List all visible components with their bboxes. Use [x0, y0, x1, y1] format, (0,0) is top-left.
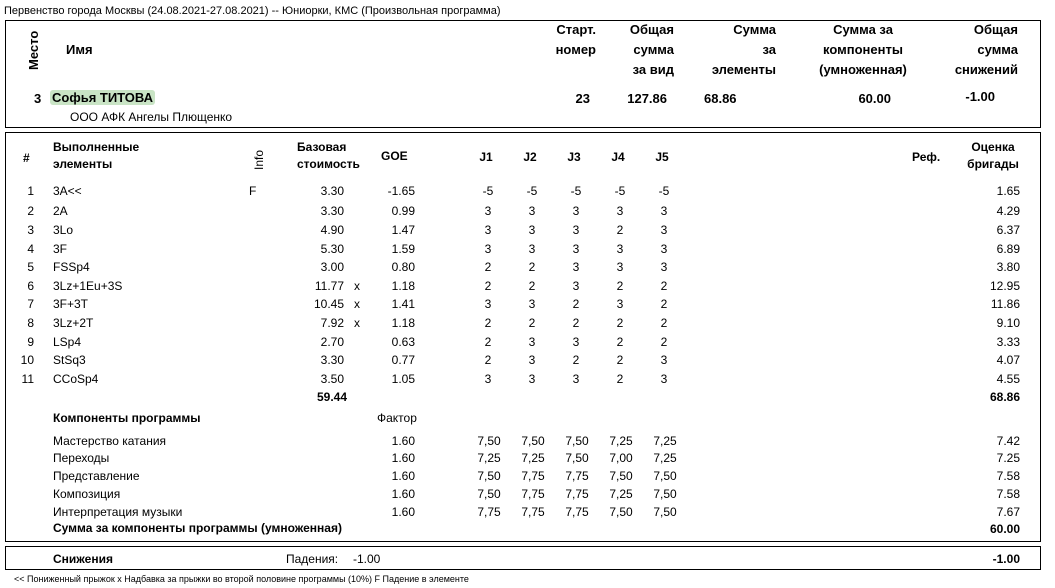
component-total-header: Сумма за компоненты (умноженная) [819, 22, 907, 77]
element-name: 3F [53, 242, 68, 256]
element-judge-4: 3 [616, 242, 624, 256]
element-row [0, 240, 1055, 258]
element-name: 3Lz+2T [53, 316, 94, 330]
element-judge-2: 3 [528, 297, 536, 311]
component-factor: 1.60 [391, 451, 415, 465]
element-goe: -1.65 [387, 184, 415, 198]
element-num: 5 [27, 260, 34, 274]
component-judge-1: 7,25 [477, 451, 501, 465]
element-judge-1: 3 [484, 223, 492, 237]
component-name: Мастерство катания [53, 434, 167, 448]
component-judge-2: 7,50 [521, 434, 545, 448]
element-goe: 1.41 [391, 297, 415, 311]
element-num: 7 [27, 297, 34, 311]
element-judge-2: 2 [528, 279, 536, 293]
element-judge-3: 2 [572, 353, 580, 367]
element-judge-4: 3 [616, 204, 624, 218]
skater-segment-score: 127.86 [627, 91, 667, 106]
element-judge-3: 3 [572, 260, 580, 274]
element-judge-2: 3 [528, 372, 536, 386]
component-judge-2: 7,75 [521, 505, 545, 519]
component-judge-4: 7,50 [609, 505, 633, 519]
element-num: 8 [27, 316, 34, 330]
component-judge-3: 7,75 [565, 469, 589, 483]
segment-total-header: Общая сумма за вид [629, 22, 674, 77]
element-panel-score: 6.37 [996, 223, 1020, 237]
element-base: 2.70 [320, 335, 344, 349]
element-judge-2: 3 [528, 335, 536, 349]
element-judge-2: 2 [528, 316, 536, 330]
element-judge-4: -5 [614, 184, 626, 198]
falls-value: -1.00 [353, 552, 381, 566]
j2-header: J2 [523, 150, 537, 164]
element-judge-1: 2 [484, 353, 492, 367]
panel-header: Оценка бригады [967, 140, 1019, 171]
element-judge-5: 3 [660, 353, 668, 367]
elements-panel-total: 68.86 [989, 390, 1020, 404]
element-num: 1 [27, 184, 34, 198]
element-base: 3.00 [320, 260, 344, 274]
factor-header: Фактор [377, 411, 417, 425]
element-panel-score: 1.65 [996, 184, 1020, 198]
skater-name-text: Софья ТИТОВА [52, 90, 154, 105]
element-row [0, 314, 1055, 332]
components-header: Компоненты программы [53, 411, 201, 425]
element-num: 3 [27, 223, 34, 237]
component-judge-2: 7,75 [521, 469, 545, 483]
component-row [0, 432, 1055, 450]
element-judge-1: 2 [484, 316, 492, 330]
element-judge-2: 3 [528, 242, 536, 256]
element-name: LSp4 [53, 335, 82, 349]
component-judge-5: 7,25 [653, 434, 677, 448]
element-judge-2: 2 [528, 260, 536, 274]
element-row [0, 333, 1055, 351]
element-judge-2: 3 [528, 223, 536, 237]
element-judge-4: 3 [616, 260, 624, 274]
element-judge-1: 3 [484, 242, 492, 256]
element-num: 11 [21, 372, 34, 386]
element-bonus-mark: x [354, 279, 360, 293]
element-goe: 0.80 [391, 260, 415, 274]
name-header: Имя [66, 42, 93, 57]
element-base: 10.45 [313, 297, 344, 311]
element-name: 2A [53, 204, 68, 218]
element-goe: 0.63 [391, 335, 415, 349]
element-judge-5: 3 [660, 260, 668, 274]
element-judge-3: 3 [572, 372, 580, 386]
element-panel-score: 12.95 [989, 279, 1020, 293]
element-judge-5: 2 [660, 316, 668, 330]
element-row [0, 295, 1055, 313]
element-judge-4: 2 [616, 335, 624, 349]
element-judge-4: 2 [616, 279, 624, 293]
element-panel-score: 3.33 [996, 335, 1020, 349]
element-judge-5: 2 [660, 279, 668, 293]
element-judge-5: 2 [660, 335, 668, 349]
element-name: CCoSp4 [53, 372, 99, 386]
element-judge-5: 3 [660, 372, 668, 386]
component-judge-5: 7,50 [653, 505, 677, 519]
element-num: 4 [27, 242, 34, 256]
element-judge-3: 3 [572, 335, 580, 349]
element-goe: 1.18 [391, 279, 415, 293]
element-panel-score: 6.89 [996, 242, 1020, 256]
component-score: 7.42 [996, 434, 1020, 448]
element-info: F [249, 184, 257, 198]
element-judge-4: 3 [616, 297, 624, 311]
element-goe: 1.18 [391, 316, 415, 330]
skater-club: ООО АФК Ангелы Плющенко [70, 110, 233, 124]
element-judge-1: 3 [484, 297, 492, 311]
element-row [0, 182, 1055, 200]
component-row [0, 503, 1055, 521]
component-judge-1: 7,50 [477, 469, 501, 483]
component-judge-2: 7,75 [521, 487, 545, 501]
element-judge-2: 3 [528, 204, 536, 218]
element-judge-5: 3 [660, 223, 668, 237]
element-judge-1: 2 [484, 279, 492, 293]
element-judge-5: -5 [658, 184, 670, 198]
element-base: 7.92 [320, 316, 344, 330]
element-judge-3: -5 [570, 184, 582, 198]
element-judge-5: 2 [660, 297, 668, 311]
place-header: Место [26, 30, 41, 70]
component-judge-3: 7,50 [565, 434, 589, 448]
j4-header: J4 [611, 150, 625, 164]
element-judge-4: 2 [616, 353, 624, 367]
component-judge-4: 7,50 [609, 469, 633, 483]
component-judge-4: 7,25 [609, 434, 633, 448]
component-name: Композиция [53, 487, 121, 501]
element-panel-score: 3.80 [996, 260, 1020, 274]
element-num: 6 [27, 279, 34, 293]
skater-place: 3 [34, 91, 42, 106]
component-name: Представление [53, 469, 140, 483]
element-judge-3: 3 [572, 204, 580, 218]
elements-base-total: 59.44 [316, 390, 347, 404]
element-name: 3Lz+1Eu+3S [53, 279, 123, 293]
event-title: Первенство города Москвы (24.08.2021-27.08.2021) -- Юниорки, КМС (Произвольная программа) [4, 5, 501, 17]
element-header: Выполненные элементы [53, 140, 140, 171]
element-panel-score: 4.55 [996, 372, 1020, 386]
element-base: 11.77 [314, 279, 344, 293]
element-total-header: Сумма за элементы [711, 22, 776, 77]
skater-start-no: 23 [575, 91, 590, 106]
info-header: Info [252, 149, 266, 170]
element-base: 5.30 [320, 242, 344, 256]
deductions-label: Снижения [53, 552, 113, 566]
component-score: 7.58 [996, 469, 1020, 483]
element-row [0, 351, 1055, 369]
component-factor: 1.60 [391, 487, 415, 501]
element-judge-5: 3 [660, 204, 668, 218]
element-name: 3A<< [53, 184, 82, 198]
component-factor: 1.60 [391, 434, 415, 448]
element-goe: 0.99 [391, 204, 415, 218]
component-judge-3: 7,50 [565, 451, 589, 465]
component-judge-3: 7,75 [565, 505, 589, 519]
num-header: # [23, 151, 30, 165]
element-row [0, 221, 1055, 239]
skater-component-score: 60.00 [858, 91, 891, 106]
element-bonus-mark: x [354, 316, 360, 330]
element-name: 3Lo [53, 223, 74, 237]
component-name: Переходы [53, 451, 110, 465]
deductions-total: -1.00 [992, 552, 1020, 566]
element-bonus-mark: x [354, 297, 360, 311]
element-name: StSq3 [53, 353, 86, 367]
element-judge-4: 2 [616, 316, 624, 330]
element-judge-1: 2 [484, 335, 492, 349]
element-judge-5: 3 [660, 242, 668, 256]
element-row [0, 277, 1055, 295]
component-factor: 1.60 [391, 505, 415, 519]
element-goe: 0.77 [391, 353, 415, 367]
base-header: Базовая стоимость [297, 140, 360, 171]
element-row [0, 258, 1055, 276]
component-judge-2: 7,25 [521, 451, 545, 465]
component-judge-5: 7,50 [653, 487, 677, 501]
goe-header: GOE [381, 149, 408, 163]
element-judge-4: 2 [616, 223, 624, 237]
element-row [0, 370, 1055, 388]
element-goe: 1.47 [391, 223, 415, 237]
start-no-header: Старт. номер [555, 22, 596, 57]
element-base: 3.30 [320, 204, 344, 218]
component-row [0, 449, 1055, 467]
j5-header: J5 [655, 150, 669, 164]
element-panel-score: 9.10 [996, 316, 1020, 330]
element-num: 2 [27, 204, 34, 218]
element-base: 3.30 [320, 353, 344, 367]
element-judge-3: 2 [572, 316, 580, 330]
falls-label: Падения: [286, 552, 339, 566]
component-judge-4: 7,25 [609, 487, 633, 501]
element-goe: 1.05 [391, 372, 415, 386]
element-judge-1: 2 [484, 260, 492, 274]
element-judge-1: 3 [484, 204, 492, 218]
component-judge-5: 7,25 [653, 451, 677, 465]
footnote: << Пониженный прыжок x Надбавка за прыжки во второй половине программы (10%) F Падение в элементе [14, 574, 469, 584]
skater-element-score: 68.86 [704, 91, 737, 106]
component-judge-5: 7,50 [653, 469, 677, 483]
element-judge-3: 3 [572, 223, 580, 237]
j3-header: J3 [567, 150, 581, 164]
ref-header: Реф. [912, 150, 941, 164]
component-score: 7.58 [996, 487, 1020, 501]
element-panel-score: 4.29 [996, 204, 1020, 218]
deductions-total-header: Общая сумма снижений [954, 22, 1018, 77]
element-row [0, 202, 1055, 220]
element-name: 3F+3T [53, 297, 89, 311]
j1-header: J1 [479, 150, 493, 164]
components-total: 60.00 [989, 522, 1020, 536]
element-num: 10 [20, 353, 34, 367]
element-judge-2: -5 [526, 184, 538, 198]
element-panel-score: 4.07 [996, 353, 1020, 367]
element-base: 3.50 [320, 372, 344, 386]
element-panel-score: 11.86 [990, 297, 1020, 311]
element-goe: 1.59 [391, 242, 415, 256]
element-judge-1: -5 [482, 184, 494, 198]
element-judge-2: 3 [528, 353, 536, 367]
element-base: 4.90 [320, 223, 344, 237]
component-judge-1: 7,75 [477, 505, 501, 519]
component-factor: 1.60 [391, 469, 415, 483]
skater-deductions: -1.00 [965, 89, 995, 104]
element-judge-3: 3 [572, 279, 580, 293]
component-name: Интерпретация музыки [53, 505, 183, 519]
element-judge-1: 3 [484, 372, 492, 386]
element-num: 9 [27, 335, 34, 349]
element-judge-4: 2 [616, 372, 624, 386]
component-judge-1: 7,50 [477, 434, 501, 448]
element-name: FSSp4 [53, 260, 90, 274]
component-score: 7.25 [996, 451, 1020, 465]
components-total-label: Сумма за компоненты программы (умноженная) [53, 521, 342, 535]
element-base: 3.30 [320, 184, 344, 198]
component-row [0, 467, 1055, 485]
deductions-box [5, 546, 1041, 570]
element-judge-3: 2 [572, 297, 580, 311]
component-judge-3: 7,75 [565, 487, 589, 501]
element-judge-3: 3 [572, 242, 580, 256]
component-judge-4: 7,00 [609, 451, 633, 465]
component-score: 7.67 [996, 505, 1020, 519]
skater-name [50, 90, 155, 105]
component-judge-1: 7,50 [477, 487, 501, 501]
component-row [0, 485, 1055, 503]
